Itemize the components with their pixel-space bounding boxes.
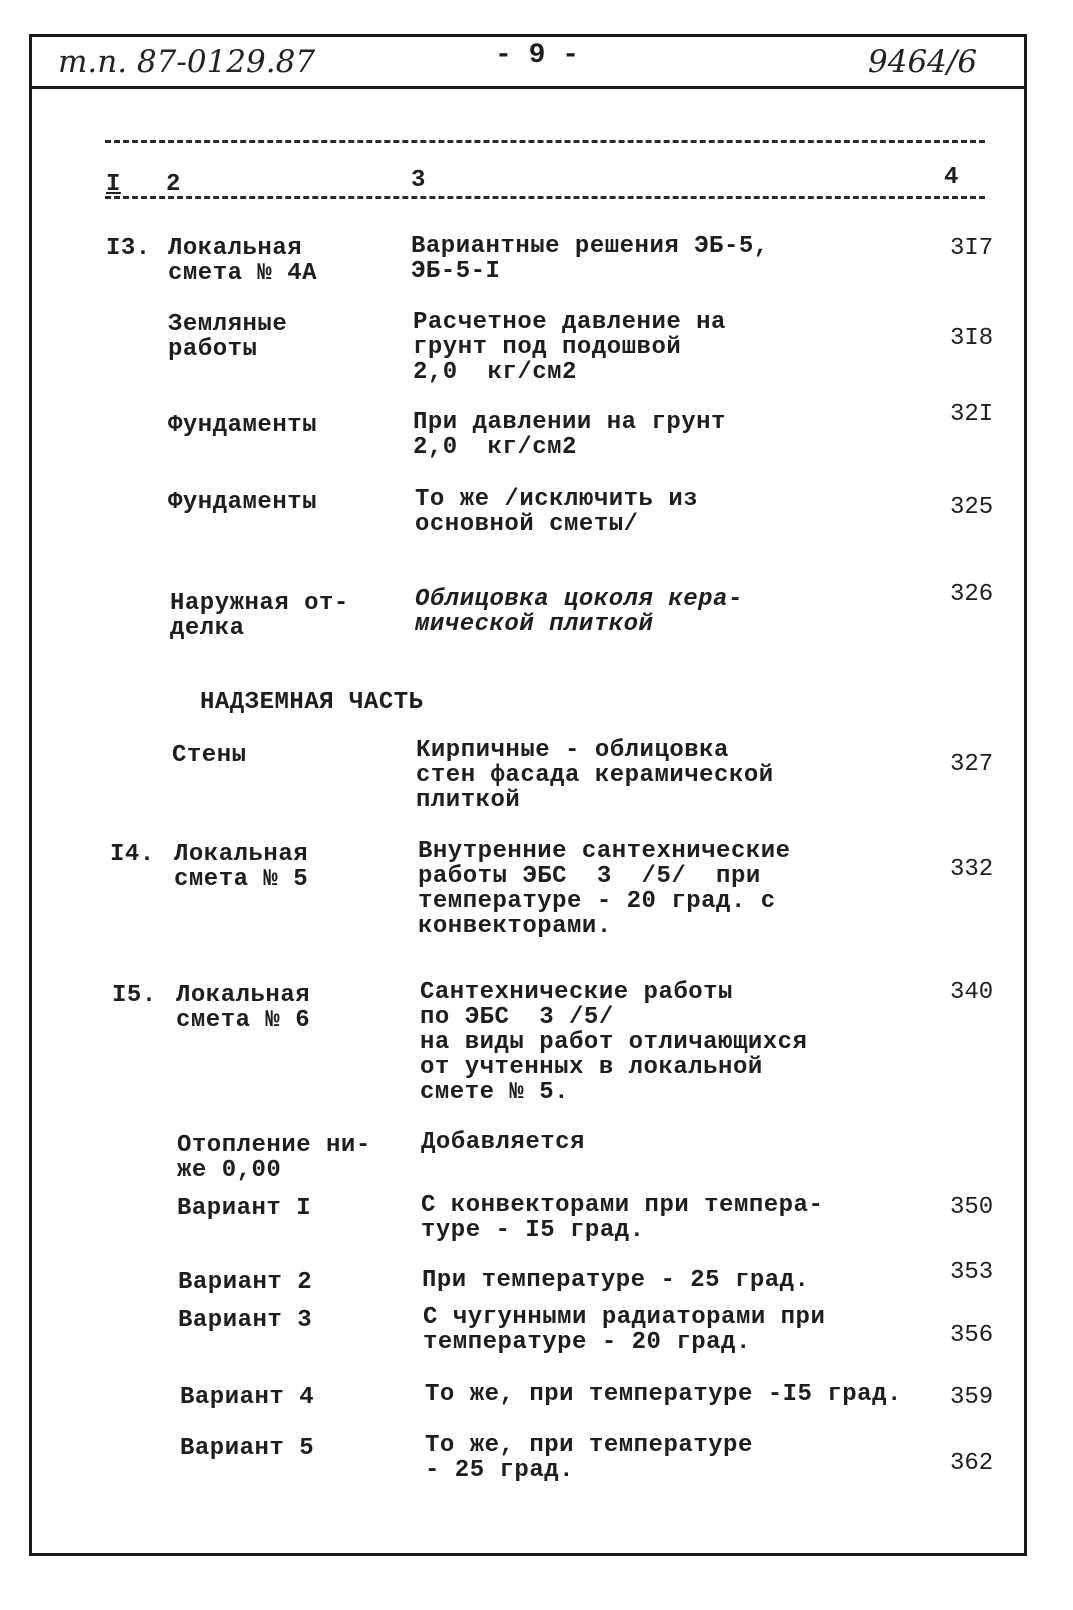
- row-description: Внутренние сантехнические работы ЭБС 3 /5/ при температуре - 20 град. с конвекторами.: [418, 838, 791, 940]
- row-name: Локальная смета № 4А: [168, 235, 318, 287]
- doc-code: т.п. 87-0129.87: [58, 44, 316, 80]
- column-header-2: 2: [166, 171, 181, 198]
- row-description: То же, при температуре - 25 град.: [425, 1432, 753, 1484]
- row-description: Сантехнические работы по ЭБС 3 /5/ на виды работ отличающихся от учтенных в локальной смете № 5.: [420, 979, 808, 1106]
- row-name: Локальная смета № 5: [174, 841, 309, 893]
- row-page: 359: [950, 1384, 994, 1411]
- row-description: С конвекторами при темпера- туре - I5 град.: [421, 1192, 824, 1244]
- sheet-ref: 9464/6: [868, 44, 978, 80]
- row-page: 3I7: [950, 235, 994, 262]
- row-name: Земляные работы: [168, 311, 288, 363]
- row-name: Стены: [172, 742, 247, 769]
- row-page: 32I: [950, 401, 994, 428]
- row-page: 362: [950, 1450, 994, 1477]
- row-page: 353: [950, 1259, 994, 1286]
- row-page: 332: [950, 856, 994, 883]
- row-name: Наружная от- делка: [170, 590, 349, 642]
- row-description: С чугунными радиаторами при температуре - 20 град.: [423, 1304, 826, 1356]
- row-page: 356: [950, 1322, 994, 1349]
- row-page: 327: [950, 751, 994, 778]
- column-header-3: 3: [411, 167, 426, 194]
- column-header-1: I: [106, 171, 121, 198]
- row-description: То же, при температуре -I5 град.: [425, 1381, 902, 1408]
- section-heading: НАДЗЕМНАЯ ЧАСТЬ: [200, 689, 424, 716]
- row-name: Фундаменты: [168, 489, 318, 516]
- row-description: То же /исключить из основной сметы/: [415, 486, 699, 538]
- row-description: При температуре - 25 град.: [422, 1267, 810, 1294]
- row-page: 340: [950, 979, 994, 1006]
- row-page: 326: [950, 581, 994, 608]
- column-header-rule: [105, 196, 985, 199]
- row-name: Вариант 2: [178, 1269, 313, 1296]
- row-name: Фундаменты: [168, 412, 318, 439]
- row-index: I4.: [110, 841, 155, 868]
- row-index: I5.: [112, 982, 157, 1009]
- row-name: Вариант I: [177, 1195, 312, 1222]
- header-divider: [29, 86, 1027, 89]
- table-top-rule: [105, 140, 985, 143]
- row-name: Вариант 5: [180, 1435, 315, 1462]
- row-description: Кирпичные - облицовка стен фасада керамической плиткой: [416, 737, 774, 814]
- row-description: Добавляется: [421, 1129, 585, 1156]
- row-index: I3.: [106, 235, 151, 262]
- row-page: 325: [950, 494, 994, 521]
- row-description: Вариантные решения ЭБ-5, ЭБ-5-I: [411, 233, 769, 285]
- row-description: При давлении на грунт 2,0 кг/см2: [413, 409, 726, 461]
- row-page: 350: [950, 1194, 994, 1221]
- column-header-4: 4: [944, 164, 959, 191]
- row-name: Отопление ни- же 0,00: [177, 1132, 371, 1184]
- row-name: Вариант 3: [178, 1307, 313, 1334]
- row-description: Облицовка цоколя кера- мической плиткой: [415, 586, 743, 638]
- row-description: Расчетное давление на грунт под подошвой 2,0 кг/см2: [413, 309, 726, 386]
- row-page: 3I8: [950, 325, 994, 352]
- row-name: Локальная смета № 6: [176, 982, 311, 1034]
- page-number: - 9 -: [495, 40, 580, 71]
- row-name: Вариант 4: [180, 1384, 315, 1411]
